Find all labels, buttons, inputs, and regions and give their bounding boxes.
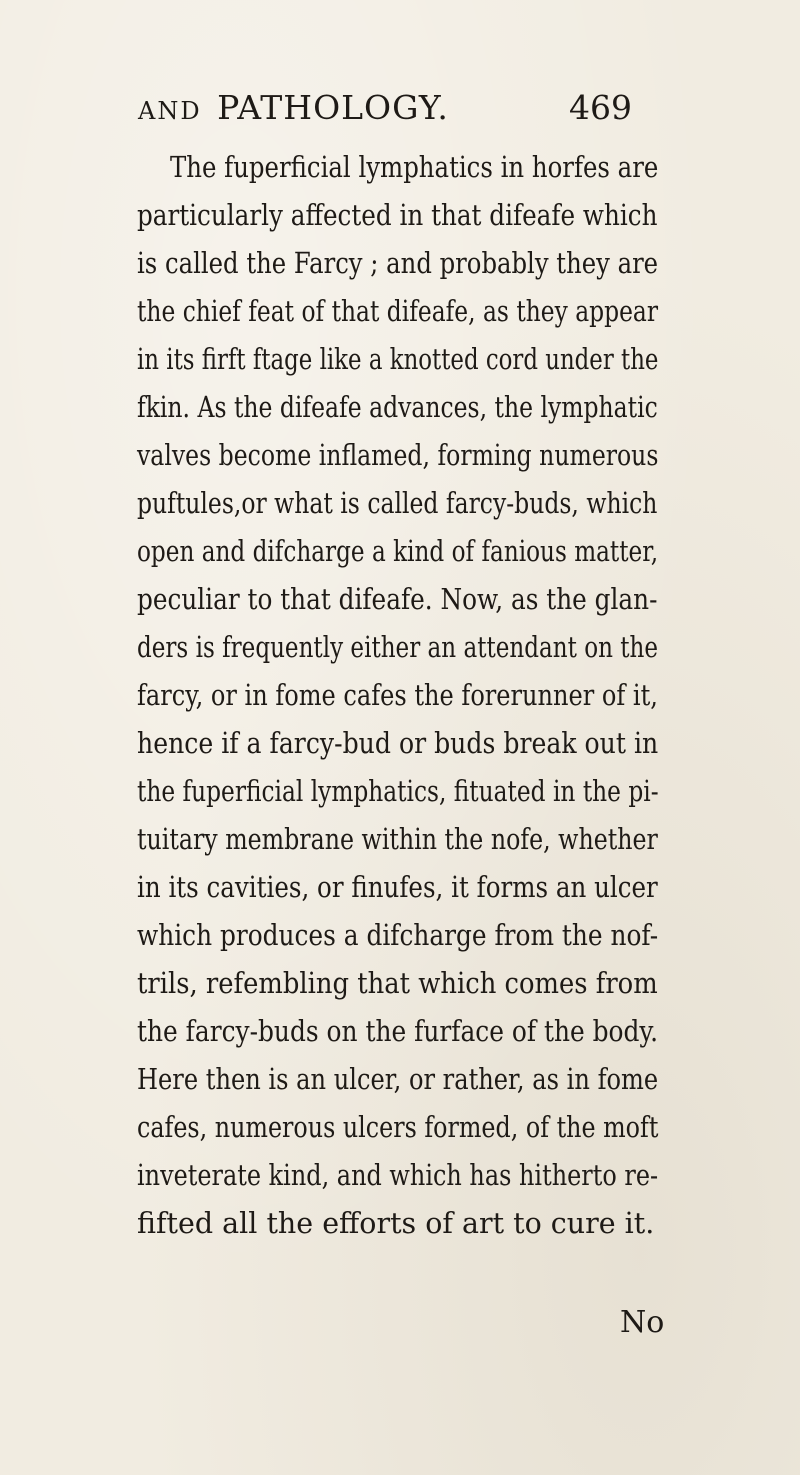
text-line: open and difcharge a kind of fanious matter,	[137, 535, 659, 568]
running-head-small-caps: AND	[138, 97, 202, 125]
text-line: valves become inflamed, forming numerous	[137, 439, 659, 472]
text-line: cafes, numerous ulcers formed, of the moft	[137, 1111, 659, 1144]
text-line: puftules,or what is called farcy-buds, which	[137, 487, 658, 520]
catchword: No	[620, 1305, 665, 1340]
text-line: hence if a farcy-bud or buds break out in	[137, 727, 659, 760]
running-head	[138, 88, 449, 127]
text-line: in its cavities, or finufes, it forms an ulcer	[137, 871, 658, 904]
text-line: particularly affected in that difeafe which	[137, 199, 658, 232]
text-line: in its firft ftage like a knotted cord under the	[137, 343, 659, 376]
text-line: The fuperficial lymphatics in horfes are	[170, 151, 659, 184]
text-line: which produces a difcharge from the nof-	[137, 919, 659, 952]
text-line: Here then is an ulcer, or rather, as in fome	[137, 1063, 659, 1096]
text-line: tuitary membrane within the nofe, whether	[137, 823, 658, 856]
text-line: ders is frequently either an attendant on the	[137, 631, 659, 664]
text-line: farcy, or in fome cafes the forerunner of it,	[137, 679, 658, 712]
text-line: the chief feat of that difeafe, as they appear	[137, 295, 659, 328]
page-number: 469	[569, 88, 632, 127]
text-line: inveterate kind, and which has hitherto re-	[137, 1159, 659, 1192]
text-line: trils, refembling that which comes from	[137, 967, 658, 1000]
text-line: fifted all the efforts of art to cure it.	[137, 1207, 655, 1240]
running-head-title: PATHOLOGY.	[217, 88, 449, 127]
text-line: peculiar to that difeafe. Now, as the glan-	[137, 583, 658, 616]
text-line: is called the Farcy ; and probably they are	[137, 247, 659, 280]
page-header	[0, 88, 800, 132]
text-line: fkin. As the difeafe advances, the lymphatic	[137, 391, 658, 424]
text-line: the farcy-buds on the furface of the body.	[137, 1015, 659, 1048]
text-line: the fuperficial lymphatics, fituated in the pi-	[137, 775, 659, 808]
